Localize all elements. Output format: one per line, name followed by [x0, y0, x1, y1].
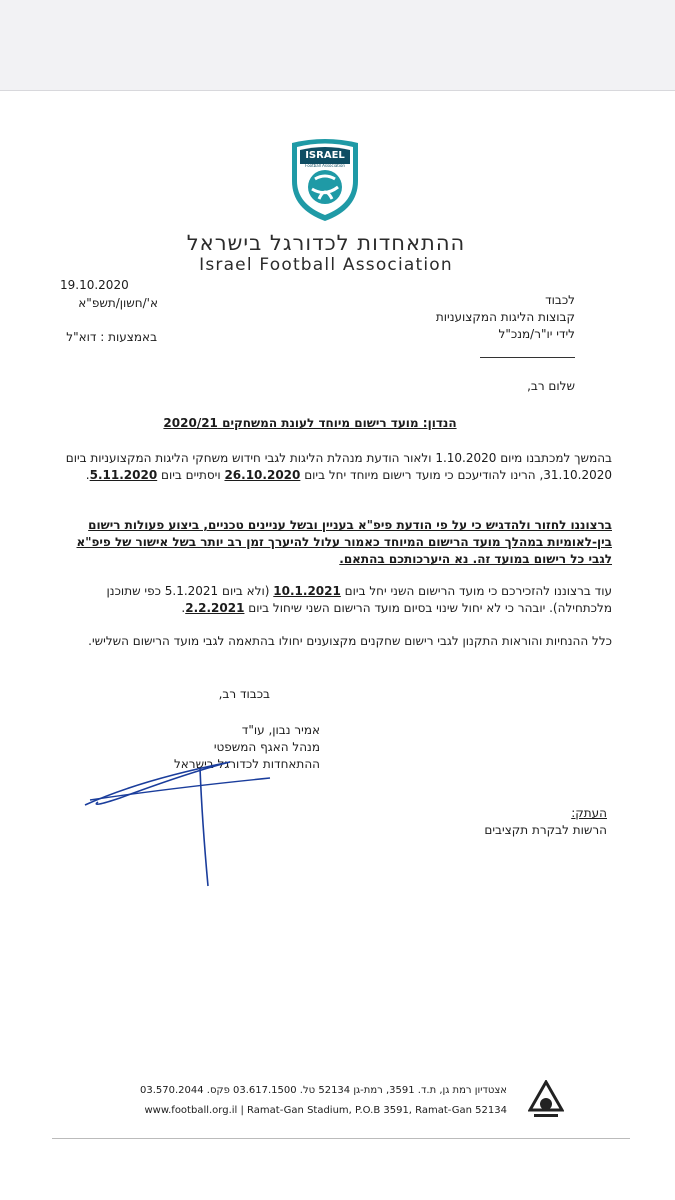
- cc-label: העתק:: [571, 806, 607, 820]
- footer-address-hebrew: אצטדיון רמת גן, ת.ד. 3591, רמת-גן 52134 טל. 03.617.1500 פקס. 03.570.2044: [140, 1085, 507, 1096]
- recipient-line: קבוצות הליגות המקצועניות: [435, 310, 575, 324]
- org-name-english: Israel Football Association: [199, 255, 453, 275]
- text-segment: בהמשך למכתבנו מיום 1.10.2020 ולאור הודעת מנהלת הליגות לגבי חידוש משחקי הליגות המקצועניות ביום 31.10.2020, הרינו להודיעכם כי מועד רישום מיוחד יחל ביום: [65, 451, 612, 482]
- footer-divider: [52, 1138, 630, 1139]
- end-date: 5.11.2020: [89, 468, 158, 482]
- signatory-org: ההתאחדות לכדורגל בישראל: [173, 757, 320, 771]
- second-window-end: 2.2.2021: [185, 601, 245, 615]
- closing: בכבוד רב,: [218, 687, 270, 701]
- logo-text: ISRAEL: [305, 150, 345, 161]
- divider-line: [480, 357, 575, 358]
- org-name-hebrew: ההתאחדות לכדורגל בישראל: [186, 231, 466, 255]
- text-segment: (ולא ביום 5.1.2021 כפי שתוכנן מלכתחילה). יובהר כי לא יחול שינוי בסיום מועד הרישום השני שיחול ביום: [106, 584, 612, 615]
- subject-line: הנדון: מועד רישום מיוחד לעונת המשחקים 2020/21: [163, 416, 457, 430]
- greeting: שלום רב,: [527, 379, 575, 393]
- top-bar: [0, 0, 675, 91]
- recipient-line: לכבוד: [545, 293, 575, 307]
- hebrew-date: א'/חשון/תשפ"א: [78, 296, 158, 310]
- text-segment: .: [181, 601, 186, 615]
- text-segment: ויסתיים ביום: [157, 468, 225, 482]
- recipient-line: לידי יו"ר/מנכ"ל: [498, 327, 575, 341]
- text-segment: עוד ברצוננו להזכירכם כי מועד הרישום השני יחל ביום: [340, 584, 612, 598]
- signatory-name: אמיר נבון, עו"ד: [241, 723, 320, 737]
- second-window-start: 10.1.2021: [273, 584, 341, 598]
- recipient-block: [400, 292, 575, 343]
- text-segment: .: [85, 468, 90, 482]
- logo-subtext: Football Association: [305, 163, 345, 168]
- body-paragraph-3: [52, 583, 612, 617]
- footer-logo-icon: [528, 1080, 564, 1124]
- body-paragraph-2: ברצוננו לחזור ולהדגיש כי על פי הודעת פיפ"א בעניין ובשל עניינים טכניים, ביצוע פעולות רישום בין-לאומיות במהלך מועד הרישום המיוחד כאמור עלול להיערך זמן רב יותר בשל אישור של פיפ"א לגבי כל רישום במועד זה. נא היערכותכם בהתאם.: [76, 518, 612, 566]
- start-date: 26.10.2020: [224, 468, 301, 482]
- ifa-logo: [288, 137, 362, 223]
- footer-address-english: www.football.org.il | Ramat-Gan Stadium, P.O.B 3591, Ramat-Gan 52134: [144, 1105, 507, 1116]
- cc-recipient: הרשות לבקרת תקציבים: [484, 823, 607, 837]
- handwritten-signature: [80, 760, 280, 890]
- signatory-title: מנהל האגף המשפטי: [213, 740, 320, 754]
- body-paragraph-4: כלל ההנחיות והוראות התקנון לגבי רישום שחקנים מקצוענים יחולו בהתאמה לגבי מועד הרישום השלישי.: [88, 634, 612, 648]
- delivery-method: באמצעות : דוא"ל: [66, 330, 157, 344]
- letter-date: 19.10.2020: [60, 278, 129, 292]
- body-paragraph-1: [52, 450, 612, 484]
